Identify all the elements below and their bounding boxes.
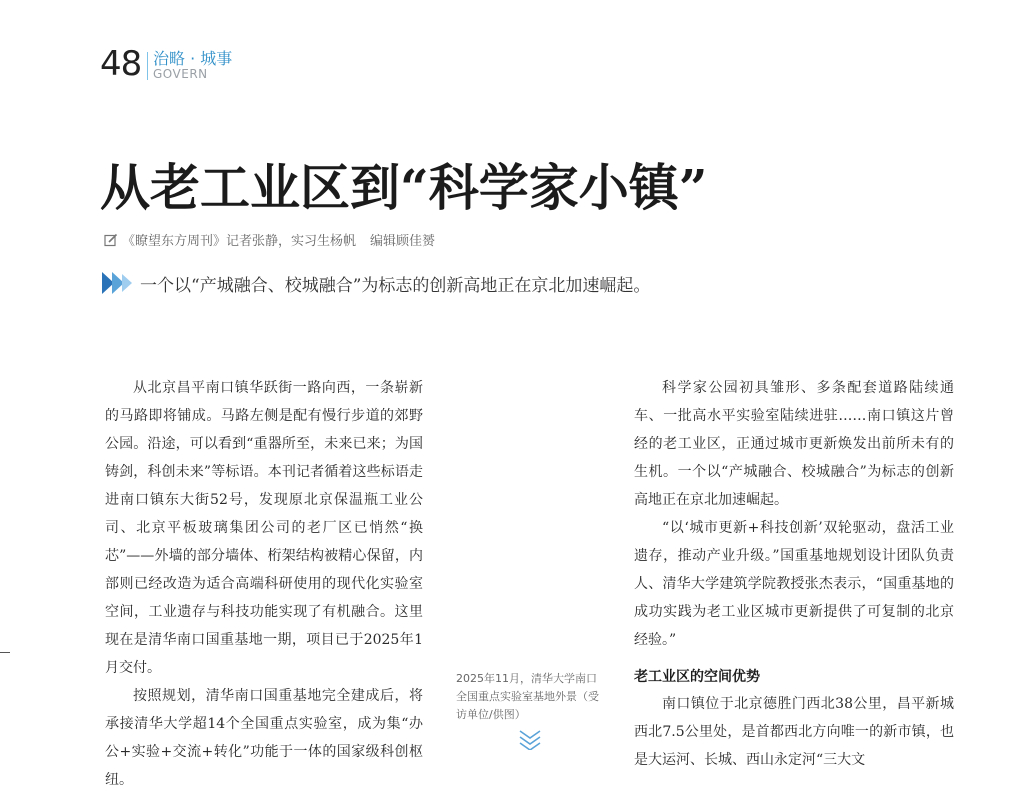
edit-icon xyxy=(104,233,118,247)
paragraph: “以‘城市更新+科技创新’双轮驱动，盘活工业遗存，推动产业升级。”国重基地规划设计团队负责人、清华大学建筑学院教授张杰表示，“国重基地的成功实践为老工业区城市更新提供了可复制的北京经验。” xyxy=(634,520,954,648)
byline-editor: 编辑顾佳赟 xyxy=(370,234,436,249)
double-arrow-icon xyxy=(102,270,132,296)
section-subheading: 老工业区的空间优势 xyxy=(634,669,760,685)
paragraph: 科学家公园初具雏形、多条配套道路陆续通车、一批高水平实验室陆续进驻……南口镇这片曾经的老工业区，正通过城市更新焕发出前所未有的生机。一个以“产城融合、校城融合”为标志的创新高地正在京北加速崛起。 xyxy=(634,380,954,508)
section-name-en: GOVERN xyxy=(153,67,208,81)
paragraph: 南口镇位于北京德胜门西北38公里，昌平新城西北7.5公里处，是首都西北方向唯一的新市镇，也是大运河、长城、西山永定河“三大文 xyxy=(634,696,954,768)
margin-mark xyxy=(0,652,10,653)
byline-authors: 《瞭望东方周刊》记者张静，实习生杨帆 xyxy=(122,234,357,249)
photo-caption: 2025年11月，清华大学南口全国重点实验室基地外景（受访单位/供图） xyxy=(456,672,599,721)
lead-text: 一个以“产城融合、校城融合”为标志的创新高地正在京北加速崛起。 xyxy=(140,275,651,296)
header-divider xyxy=(147,52,148,80)
byline xyxy=(104,230,435,249)
paragraph: 按照规划，清华南口国重基地完全建成后，将承接清华大学超14个全国重点实验室，成为集“办公+实验+交流+转化”功能于一体的国家级科创枢纽。 xyxy=(105,688,423,788)
section-name: 治略 · 城事 xyxy=(153,49,233,68)
article-title: 从老工业区到“科学家小镇” xyxy=(100,158,708,217)
paragraph: 从北京昌平南口镇华跃街一路向西，一条崭新的马路即将铺成。马路左侧是配有慢行步道的郊野公园。沿途，可以看到“重器所至，未来已来；为国铸剑，科创未来”等标语。本刊记者循着这些标语走进南口镇东大街52号，发现原北京保温瓶工业公司、北京平板玻璃集团公司的老厂区已悄然“换芯”——外墙的部分墙体、桁架结构被精心保留，内部则已经改造为适合高端科研使用的现代化实验室空间，工业遗存与科技功能实现了有机融合。这里现在是清华南口国重基地一期，项目已于2025年1月交付。 xyxy=(105,380,423,676)
page-number: 48 xyxy=(100,44,142,84)
left-column xyxy=(105,374,423,794)
lead xyxy=(102,270,650,296)
chevron-down-icon xyxy=(518,728,542,750)
right-column xyxy=(634,374,954,774)
